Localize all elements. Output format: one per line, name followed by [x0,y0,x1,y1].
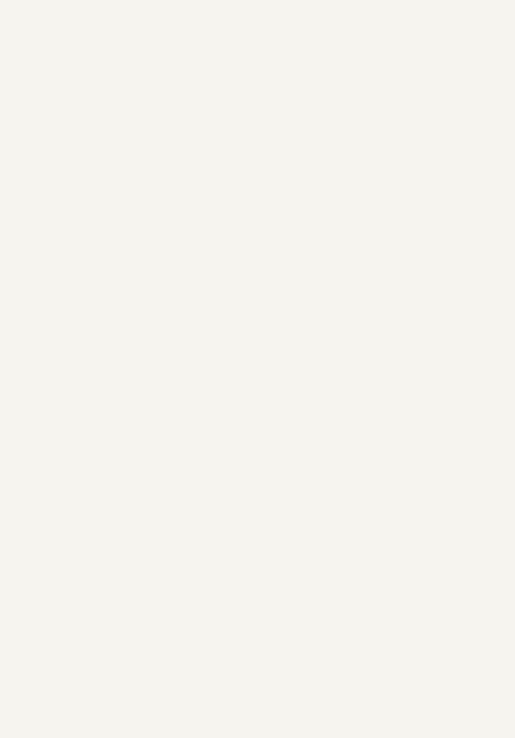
upper-text-block [18,20,493,333]
lower-text-block [18,375,493,685]
